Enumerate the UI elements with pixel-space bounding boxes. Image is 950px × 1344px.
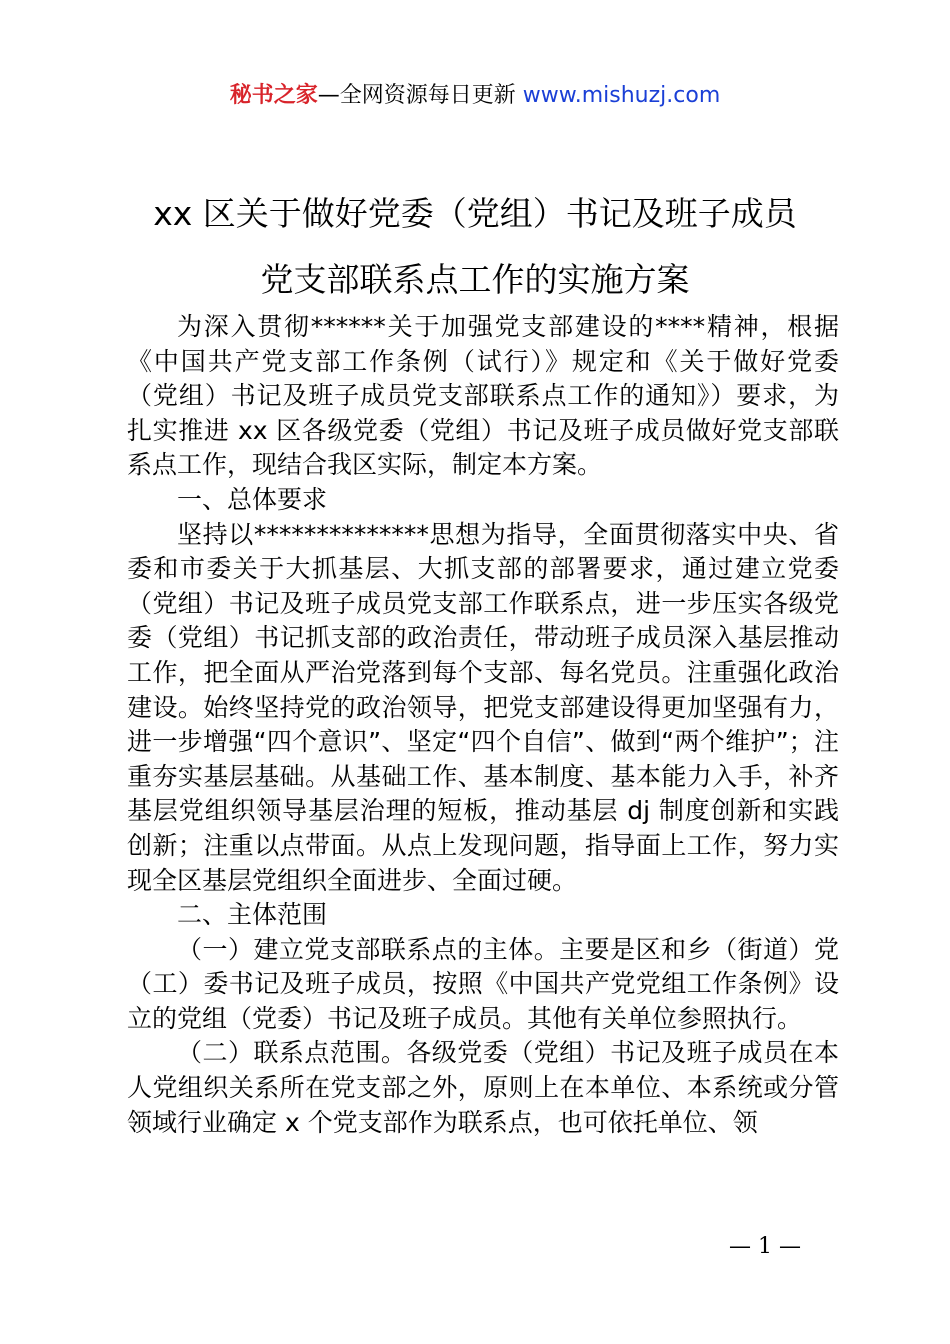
section-heading-scope: 二、主体范围 bbox=[177, 900, 328, 930]
paragraph-intro: 为深入贯彻******关于加强党支部建设的****精神，根据《中国共产党支部工作条例（试行）》规定和《关于做好党委（党组）书记及班子成员党支部联系点工作的通知》）要求，为扎实推进 xx 区各级党委（党组）书记及班子成员做好党支部联系点工作，现结合我区实际，制定本方案。 bbox=[127, 312, 839, 480]
site-url[interactable]: www.mishuzj.com bbox=[522, 83, 721, 108]
paragraph-scope-1: （一）建立党支部联系点的主体。主要是区和乡（街道）党（工）委书记及班子成员，按照《中国共产党党组工作条例》设立的党组（党委）书记及班子成员。其他有关单位参照执行。 bbox=[127, 934, 839, 1033]
page-number bbox=[0, 1234, 950, 1259]
paragraph-scope-2: （二）联系点范围。各级党委（党组）书记及班子成员在本人党组织关系所在党支部之外，原则上在本单位、本系统或分管领域行业确定 x 个党支部作为联系点，也可依托单位、领 bbox=[127, 1038, 839, 1137]
page-number-text: — 1 — bbox=[729, 1234, 801, 1259]
document-body bbox=[127, 310, 839, 1140]
site-header bbox=[0, 80, 950, 112]
site-slogan: —全网资源每日更新 bbox=[317, 83, 516, 108]
section-heading-overall: 一、总体要求 bbox=[177, 484, 328, 514]
document-title-line-2: 党支部联系点工作的实施方案 bbox=[260, 260, 690, 299]
site-brand: 秘书之家 bbox=[229, 83, 318, 108]
paragraph-overall: 坚持以**************思想为指导，全面贯彻落实中央、省委和市委关于大抓基层、大抓支部的部署要求，通过建立党委（党组）书记及班子成员党支部工作联系点，进一步压实各级党委（党组）书记抓支部的政治责任，带动班子成员深入基层推动工作，把全面从严治党落到每个支部、每名党员。注重强化政治建设。始终坚持党的政治领导，把党支部建设得更加坚强有力，进一步增强“四个意识”、坚定“四个自信”、做到“两个维护”；注重夯实基层基础。从基础工作、基本制度、基本能力入手，补齐基层党组织领导基层治理的短板，推动基层 dj 制度创新和实践创新；注重以点带面。从点上发现问题，指导面上工作，努力实现全区基层党组织全面进步、全面过硬。 bbox=[127, 519, 839, 895]
document-title-line-1: xx 区关于做好党委（党组）书记及班子成员 bbox=[153, 194, 797, 233]
